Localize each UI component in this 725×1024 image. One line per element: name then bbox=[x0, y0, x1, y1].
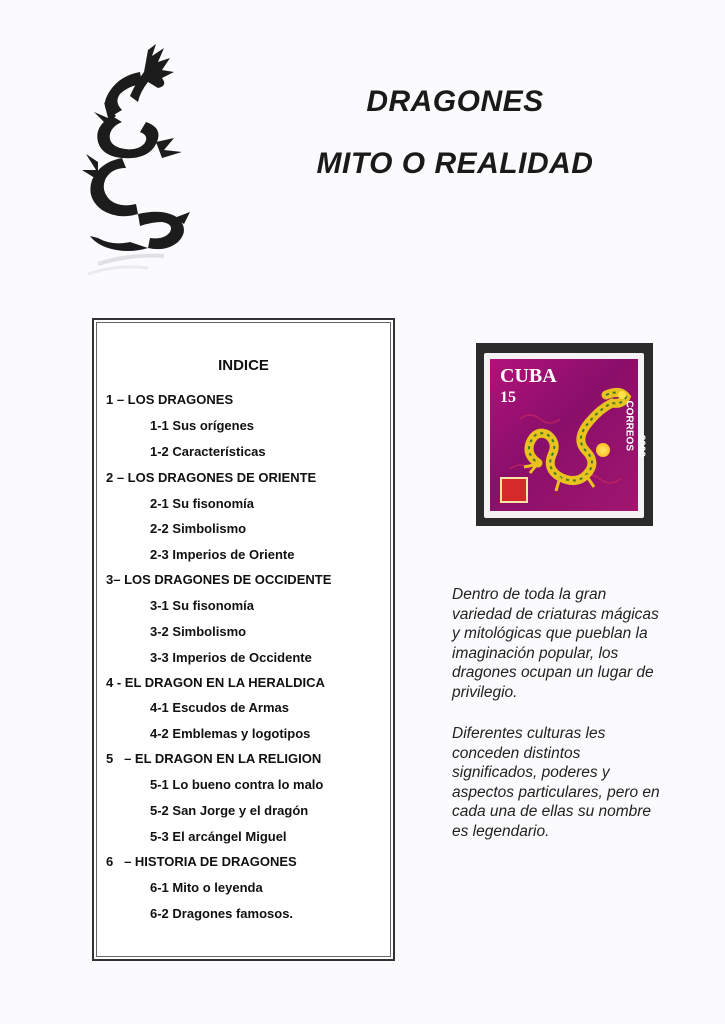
index-item: 2-2 Simbolismo bbox=[150, 521, 247, 536]
index-heading: INDICE bbox=[218, 357, 269, 374]
text-line: variedad de criaturas mágicas bbox=[452, 605, 659, 623]
text-line: y mitológicas que pueblan la bbox=[452, 625, 648, 643]
description-paragraph-2 bbox=[452, 724, 692, 842]
text-line: Diferentes culturas les bbox=[452, 725, 606, 742]
index-item: 5-1 Lo bueno contra lo malo bbox=[150, 777, 324, 792]
stamp-artwork bbox=[490, 359, 646, 511]
stamp-year: 2000 bbox=[635, 434, 646, 457]
index-item: 3-1 Su fisonomía bbox=[150, 598, 255, 613]
index-item: 2-3 Imperios de Oriente bbox=[150, 547, 295, 562]
index-panel bbox=[92, 318, 395, 961]
index-item: 2-1 Su fisonomía bbox=[150, 496, 255, 511]
index-item: 5-3 El arcángel Miguel bbox=[150, 829, 287, 844]
stamp-value: 15 bbox=[500, 389, 516, 406]
stamp-sun-mark bbox=[596, 443, 610, 457]
text-line: es legendario. bbox=[452, 822, 550, 840]
index-item: 4 - EL DRAGON EN LA HERALDICA bbox=[106, 675, 325, 690]
index-item: 4-2 Emblemas y logotipos bbox=[150, 726, 311, 741]
index-item: 1-1 Sus orígenes bbox=[150, 418, 255, 433]
stamp-paper bbox=[484, 353, 644, 518]
index-item: 2 – LOS DRAGONES DE ORIENTE bbox=[106, 470, 317, 485]
text-line: conceden distintos bbox=[452, 744, 581, 762]
text-line: significados, poderes y bbox=[452, 764, 610, 782]
index-item: 3– LOS DRAGONES DE OCCIDENTE bbox=[106, 572, 332, 587]
page-title: DRAGONES bbox=[366, 85, 544, 118]
text-line: imaginación popular, los bbox=[452, 644, 619, 662]
index-item: 3-2 Simbolismo bbox=[150, 624, 247, 639]
text-line: privilegio. bbox=[452, 683, 518, 701]
text-line: cada una de ellas su nombre bbox=[452, 803, 652, 821]
index-item: 5-2 San Jorge y el dragón bbox=[150, 803, 309, 818]
page-subtitle: MITO O REALIDAD bbox=[316, 147, 594, 180]
stamp-emblem-icon bbox=[500, 477, 528, 503]
stamp-side-text: CORREOS bbox=[624, 400, 635, 451]
index-item: 6-1 Mito o leyenda bbox=[150, 880, 263, 895]
postage-stamp bbox=[476, 343, 653, 526]
index-item: 4-1 Escudos de Armas bbox=[150, 700, 289, 715]
stamp-country: CUBA bbox=[500, 365, 557, 387]
tribal-dragon-icon bbox=[78, 42, 198, 277]
index-item: 6-2 Dragones famosos. bbox=[150, 906, 294, 921]
index-item: 1 – LOS DRAGONES bbox=[106, 392, 234, 407]
index-item: 1-2 Características bbox=[150, 444, 266, 459]
text-line: dragones ocupan un lugar de bbox=[452, 664, 654, 682]
index-item: 6 – HISTORIA DE DRAGONES bbox=[106, 854, 297, 869]
text-line: aspectos particulares, pero en bbox=[452, 783, 660, 801]
text-line: Dentro de toda la gran bbox=[452, 586, 607, 603]
description-paragraph-1 bbox=[452, 585, 692, 703]
index-item: 5 – EL DRAGON EN LA RELIGION bbox=[106, 751, 322, 766]
index-item: 3-3 Imperios de Occidente bbox=[150, 650, 312, 665]
